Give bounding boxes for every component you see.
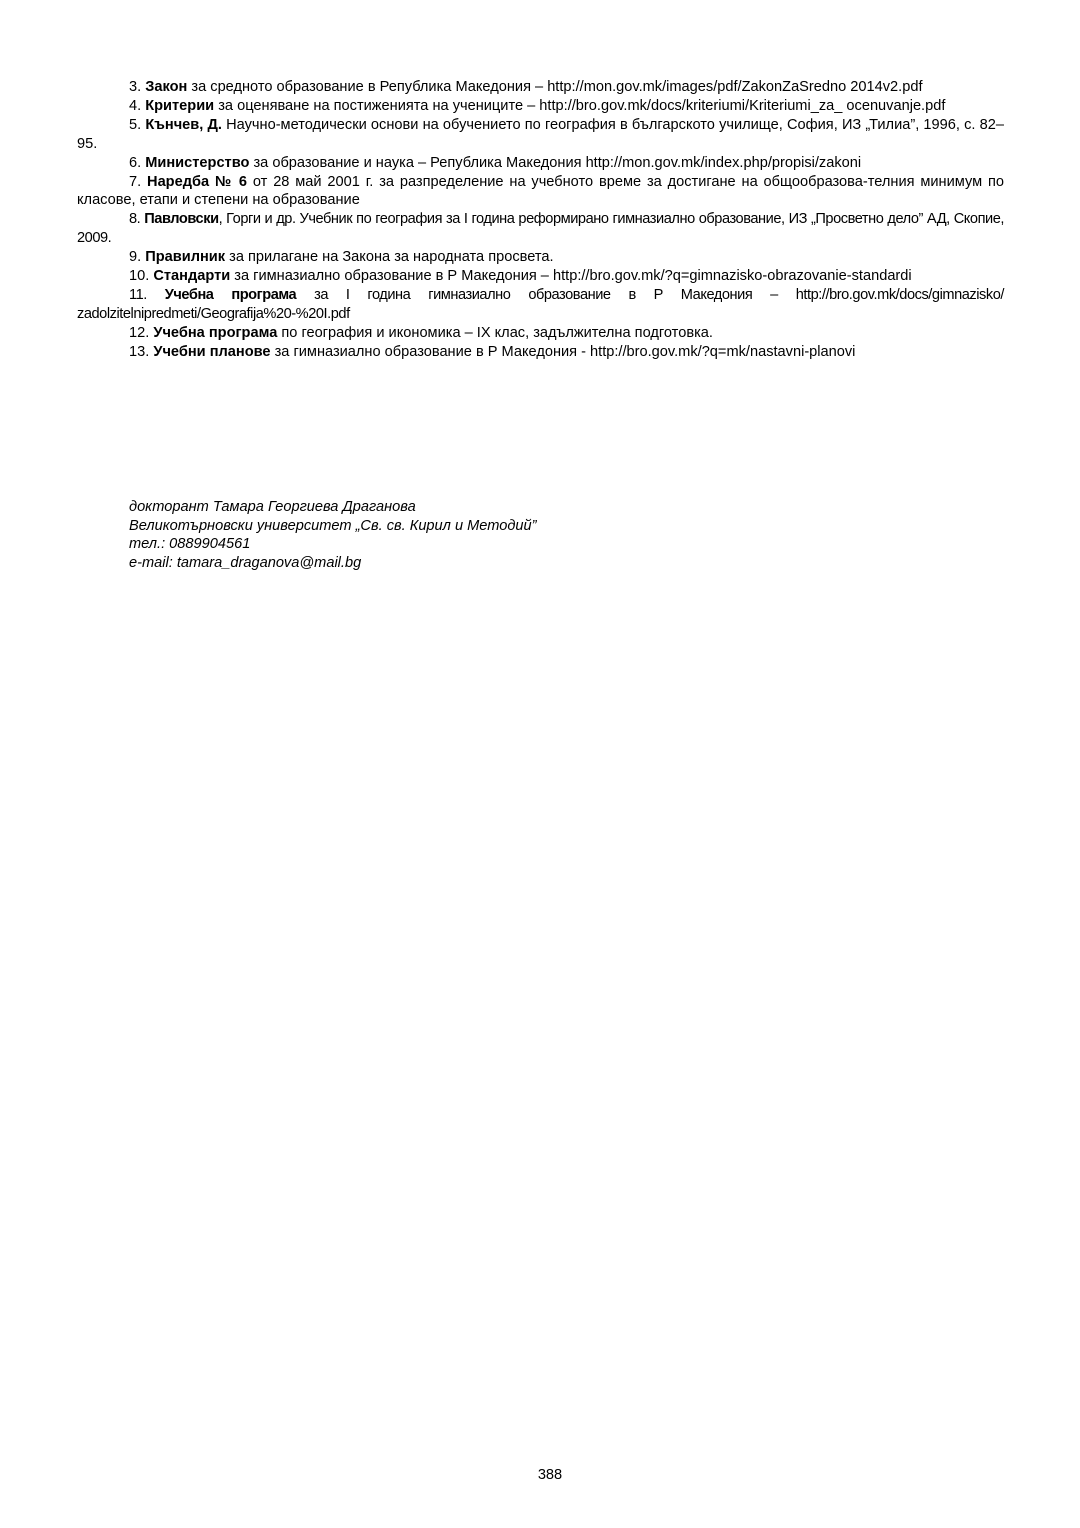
reference-text: Научно-методически основи на обучението по география в българското училище, София, ИЗ „Тилиа”, 1996, с. 82–95. — [77, 116, 1004, 152]
reference-item — [77, 173, 1004, 211]
author-email: e-mail: tamara_draganova@mail.bg — [129, 555, 362, 572]
author-name: докторант Тамара Георгиева Драганова — [129, 499, 416, 515]
reference-item — [77, 286, 1004, 324]
reference-term: Критерии — [145, 97, 215, 114]
author-phone: тел.: 0889904561 — [129, 536, 251, 553]
reference-number: 5. — [129, 116, 142, 133]
reference-term: Павловски — [144, 211, 219, 228]
reference-number: 6. — [129, 154, 142, 171]
reference-term: Учебна програма — [153, 324, 278, 341]
reference-item — [77, 78, 1004, 97]
reference-text: за оценяване на постиженията на учениците – http://bro.gov.mk/docs/kriteriumi/Kriteriumi_za_ ocenuvanje.pdf — [218, 97, 946, 114]
reference-term: Стандарти — [153, 268, 231, 285]
reference-term: Закон — [145, 79, 188, 95]
reference-number: 4. — [129, 97, 142, 114]
reference-number: 7. — [129, 173, 142, 190]
reference-text: от 28 май 2001 г. за разпределение на учебното време за достигане на общообразова-телния минимум по класове, етапи и степени на образование — [77, 173, 1004, 209]
reference-number: 9. — [129, 249, 142, 266]
reference-number: 12. — [129, 324, 150, 341]
reference-text: за I година гимназиално образование в Р Македония – http://bro.gov.mk/docs/gimnazisko/ zadolzitelnipredmeti/Geografija%20-%20I.pdf — [77, 286, 1005, 322]
reference-list — [77, 78, 1004, 362]
reference-item — [77, 343, 1004, 362]
reference-item — [77, 324, 1004, 343]
author-signature-block — [129, 498, 537, 573]
author-institution: Великотърновски университет „Св. св. Кирил и Методий” — [129, 517, 537, 534]
reference-term: Наредба № 6 — [147, 173, 247, 190]
reference-item — [77, 116, 1004, 154]
reference-number: 11. — [129, 286, 147, 303]
reference-text: за гимназиално образование в Р Македония – http://bro.gov.mk/?q=gimnazisko-obrazovanie-standardi — [234, 268, 912, 285]
reference-item — [77, 154, 1004, 173]
reference-text: за прилагане на Закона за народната просвета. — [229, 249, 554, 266]
reference-text: за гимназиално образование в Р Македония - http://bro.gov.mk/?q=mk/nastavni-planovi — [274, 343, 856, 360]
reference-number: 8. — [129, 211, 141, 228]
reference-term: Правилник — [145, 249, 226, 266]
reference-text: за средното образование в Република Македония – http://mon.gov.mk/images/pdf/ZakonZaSredno 2014v2.pdf — [191, 79, 923, 95]
reference-item — [77, 248, 1004, 267]
reference-item — [77, 267, 1004, 286]
reference-term: Министерство — [145, 154, 250, 171]
page-number: 388 — [537, 1467, 563, 1483]
reference-term: Учебни планове — [153, 343, 271, 360]
reference-item — [77, 97, 1004, 116]
reference-text: по география и икономика – IX клас, задължителна подготовка. — [281, 324, 713, 341]
reference-number: 13. — [129, 343, 150, 360]
reference-number: 3. — [129, 79, 142, 95]
reference-term: Учебна програма — [164, 286, 297, 303]
reference-number: 10. — [129, 268, 150, 285]
reference-term: Кънчев, Д. — [145, 116, 222, 133]
reference-text: , Горги и др. Учебник по география за I година реформирано гимназиално образование, ИЗ „Просветно дело” АД, Скопие, 2009. — [77, 211, 1004, 247]
reference-item — [77, 210, 1004, 248]
reference-text: за образование и наука – Република Македония http://mon.gov.mk/index.php/propisi/zakoni — [253, 154, 862, 171]
